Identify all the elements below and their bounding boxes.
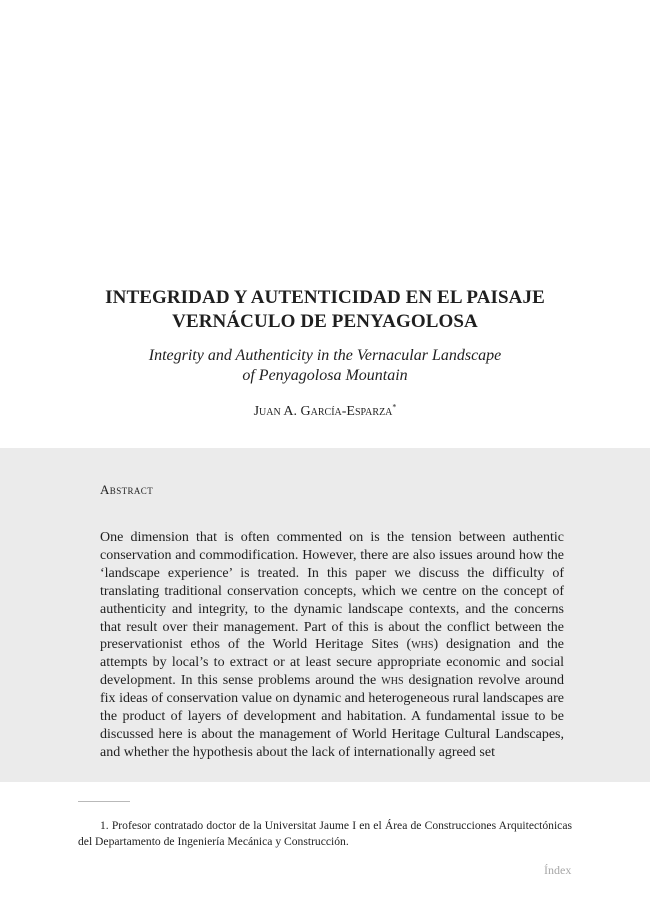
author-line <box>0 403 650 421</box>
abstract-text-part-3: designation revolve around fix ideas of conservation value on dynamic and heterogeneous rural landscapes are the product of layers of development and habitation. A fundamental issue to be discussed here is about the management of World Heritage Cultural Landscapes, and whether the hypothesis about the lack of internationally agreed set <box>100 673 565 760</box>
abstract-abbr-whs-1: whs <box>411 637 434 653</box>
paper-subtitle-line-2: of Penyagolosa Mountain <box>242 367 408 384</box>
index-link[interactable]: Índex <box>544 863 572 877</box>
abstract-abbr-whs-2: whs <box>381 673 404 689</box>
footnote-divider <box>78 801 130 802</box>
paper-subtitle <box>0 346 650 386</box>
footnote: 1. Profesor contratado doctor de la Universitat Jaume I en el Área de Construcciones Arquitectónicas del Departamento de Ingeniería Mecánica y Construcción. <box>78 818 572 848</box>
abstract-body <box>100 529 564 762</box>
abstract-heading: Abstract <box>100 482 154 497</box>
paper-subtitle-line-1: Integrity and Authenticity in the Vernacular Landscape <box>148 347 502 364</box>
author-name: Juan A. García-Esparza <box>253 404 393 419</box>
author-footnote-mark: * <box>392 402 397 412</box>
abstract-text-part-2: ) designation and the attempts by local’s to extract or at least secure appropriate economic and social development. In this sense problems around the <box>100 637 564 689</box>
paper-title-line-1: INTEGRIDAD Y AUTENTICIDAD EN EL PAISAJE <box>105 287 545 308</box>
abstract-text-part-1: One dimension that is often commented on is the tension between authentic conservation and commodification. However, there are also issues around how the ‘landscape experience’ is treated. In this paper we discuss the difficulty of translating traditional conservation concepts, which we centre on the concept of authenticity and integrity, to the dynamic landscape contexts, and the concerns that result over their management. Part of this is about the conflict between the preservationist ethos of the World Heritage Sites ( <box>100 530 564 653</box>
paper-title-line-2: VERNÁCULO DE PENYAGOLOSA <box>172 311 478 332</box>
paper-title <box>0 286 650 334</box>
